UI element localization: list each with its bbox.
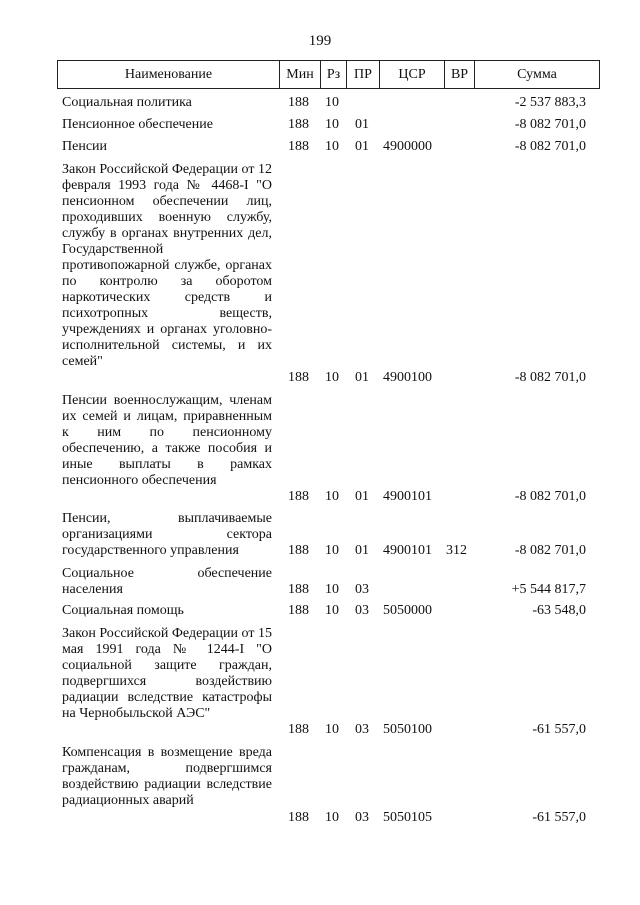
row-pr: 01	[355, 117, 369, 132]
row-pr: 03	[355, 603, 369, 618]
row-pr: 03	[355, 810, 369, 825]
header-pr: ПР	[347, 61, 380, 88]
row-sum: -8 082 701,0	[514, 370, 586, 385]
row-name: Социальное обеспечение населения	[62, 566, 272, 597]
row-sum: -8 082 701,0	[514, 139, 586, 154]
row-rz: 10	[325, 489, 339, 504]
row-csr: 4900101	[383, 489, 432, 504]
row-rz: 10	[325, 117, 339, 132]
header-min: Мин	[280, 61, 321, 88]
row-min: 188	[288, 95, 309, 110]
row-csr: 4900101	[383, 543, 432, 558]
row-name: Закон Российской Федерации от 15 мая 1991 года № 1244-I "О социальной защите граждан, подвергшихся воздействию радиации вследствие катастрофы на Чернобыльской АЭС"	[62, 626, 272, 721]
header-csr: ЦСР	[380, 61, 445, 88]
row-name: Пенсии	[62, 139, 108, 154]
row-min: 188	[288, 722, 309, 737]
row-rz: 10	[325, 543, 339, 558]
header-sum: Сумма	[517, 67, 557, 82]
row-min: 188	[288, 117, 309, 132]
row-rz: 10	[325, 370, 339, 385]
row-csr: 4900100	[383, 370, 432, 385]
row-rz: 10	[325, 582, 339, 597]
row-pr: 03	[355, 582, 369, 597]
row-pr: 01	[355, 370, 369, 385]
row-sum: -8 082 701,0	[514, 543, 586, 558]
row-rz: 10	[325, 722, 339, 737]
row-sum: -2 537 883,3	[514, 95, 586, 110]
row-min: 188	[288, 603, 309, 618]
row-min: 188	[288, 489, 309, 504]
row-sum: -8 082 701,0	[514, 489, 586, 504]
row-rz: 10	[325, 95, 339, 110]
header-name: Наименование	[58, 61, 280, 88]
row-name: Закон Российской Федерации от 12 февраля 1993 года № 4468-I "О пенсионном обеспечении лиц, проходивших военную службу, службу в органах внутренних дел, Государственной противопожарной службе, органах по контролю за оборотом наркотических средств и психотропных веществ, учреждениях и органах уголовно-исполнительной системы, и их семей"	[62, 162, 272, 369]
row-sum: -8 082 701,0	[514, 117, 586, 132]
row-csr: 4900000	[383, 139, 432, 154]
row-rz: 10	[325, 603, 339, 618]
row-sum: +5 544 817,7	[511, 582, 586, 597]
row-min: 188	[288, 582, 309, 597]
row-pr: 01	[355, 543, 369, 558]
page-number: 199	[308, 33, 332, 49]
row-sum: -61 557,0	[532, 810, 586, 825]
row-csr: 5050105	[383, 810, 432, 825]
row-name: Пенсии военнослужащим, членам их семей и лицам, приравненным к ним по пенсионному обеспечению, а также пособия и иные выплаты в рамках пенсионного обеспечения	[62, 393, 272, 488]
row-min: 188	[288, 810, 309, 825]
row-name: Пенсионное обеспечение	[62, 117, 213, 132]
row-pr: 03	[355, 722, 369, 737]
row-vr: 312	[446, 543, 467, 558]
row-rz: 10	[325, 139, 339, 154]
row-pr: 01	[355, 489, 369, 504]
row-csr: 5050100	[383, 722, 432, 737]
row-min: 188	[288, 139, 309, 154]
row-sum: -63 548,0	[532, 603, 586, 618]
row-name: Социальная политика	[62, 95, 192, 110]
header-rz: Рз	[321, 61, 347, 88]
row-pr: 01	[355, 139, 369, 154]
row-sum: -61 557,0	[532, 722, 586, 737]
row-min: 188	[288, 543, 309, 558]
row-csr: 5050000	[383, 603, 432, 618]
row-name: Компенсация в возмещение вреда гражданам, подвергшимся воздействию радиации вследствие радиационных аварий	[62, 745, 272, 808]
row-min: 188	[288, 370, 309, 385]
row-name: Социальная помощь	[62, 603, 184, 618]
table-header	[57, 60, 600, 89]
header-vr: ВР	[445, 61, 475, 88]
row-rz: 10	[325, 810, 339, 825]
row-name: Пенсии, выплачиваемые организациями сектора государственного управления	[62, 511, 272, 558]
